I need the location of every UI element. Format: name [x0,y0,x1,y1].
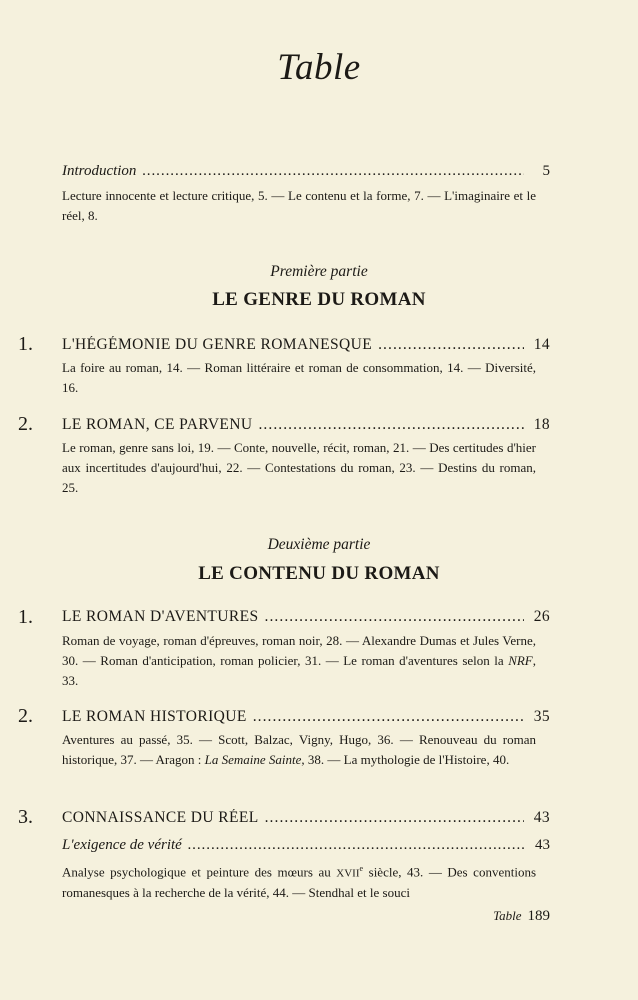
toc-subentry[interactable] [62,837,550,854]
toc-entry-label: Introduction [62,163,137,179]
chapter-number: 3. [18,806,33,828]
toc-entry-description: Analyse psychologique et peinture des mœurs au XVIIe siècle, 43. — Des conventions romanesques à la recherche de la vérité, 44. — Stendhal et le souci [62,864,536,901]
dot-leader [265,809,524,827]
toc-entry-description: Aventures au passé, 35. — Scott, Balzac, Vigny, Hugo, 36. — Renouveau du roman historique, 37. — Aragon : La Semaine Sainte, 38. — La mythologie de l'Histoire, 40. [62,732,536,767]
toc-subentry-page: 43 [535,837,550,853]
toc-entry-label: L'HÉGÉMONIE DU GENRE ROMANESQUE [62,336,373,353]
part-subtitle: Première partie [270,263,368,280]
toc-entry-chapter[interactable] [62,708,550,726]
dot-leader [258,416,524,434]
emphasis: NRF [508,653,533,668]
dot-leader [378,336,524,354]
part-subtitle: Deuxième partie [267,536,371,553]
toc-entry-chapter[interactable] [62,336,550,354]
page-footer [493,908,550,925]
part-title: LE CONTENU DU ROMAN [198,563,440,584]
toc-entry-page: 18 [533,416,550,433]
toc-entry-page: 35 [533,708,550,725]
toc-entry-description: La foire au roman, 14. — Roman littéraire et roman de consommation, 14. — Diversité, 16. [62,360,536,395]
toc-entry-chapter[interactable] [62,809,550,827]
toc-entry-description: Le roman, genre sans loi, 19. — Conte, nouvelle, récit, roman, 21. — Des certitudes d'hier aux incertitudes d'aujourd'hui, 22. — Contestations du roman, 23. — Destins du roman, 25. [62,440,536,495]
emphasis: La Semaine Sainte [204,752,302,767]
toc-entry-label: LE ROMAN D'AVENTURES [62,608,259,625]
dot-leader [253,708,524,726]
toc-entry-label: LE ROMAN HISTORIQUE [62,708,247,725]
toc-entry-page: 14 [533,336,550,353]
dot-leader [142,163,524,180]
toc-subentry-label: L'exigence de vérité [62,837,182,853]
chapter-number: 2. [18,413,33,435]
dot-leader [188,837,524,854]
toc-entry-chapter[interactable] [62,416,550,434]
toc-entry-description: Roman de voyage, roman d'épreuves, roman noir, 28. — Alexandre Dumas et Jules Verne, 30. — Roman d'anticipation, roman policier, 31. — Le roman d'aventures selon la NRF, 33. [62,633,536,688]
toc-entry-page: 43 [533,809,550,826]
chapter-number: 1. [18,333,33,355]
running-footer-label: Table [493,908,522,923]
toc-entry-label: LE ROMAN, CE PARVENU [62,416,253,433]
toc-entry-description: Lecture innocente et lecture critique, 5. — Le contenu et la forme, 7. — L'imaginaire et le réel, 8. [62,188,536,223]
chapter-number: 2. [18,705,33,727]
toc-entry-label: CONNAISSANCE DU RÉEL [62,809,259,826]
page-number: 189 [527,908,550,924]
page-title: Table [277,47,361,88]
toc-entry-chapter[interactable] [62,608,550,626]
toc-entry-page: 26 [533,608,550,625]
superscript: e [359,864,364,873]
toc-entry-page: 5 [542,163,550,179]
small-caps-century: XVII [336,867,360,880]
dot-leader [265,608,524,626]
chapter-number: 1. [18,606,33,628]
part-title: LE GENRE DU ROMAN [212,289,426,310]
toc-entry-introduction[interactable] [62,163,550,180]
